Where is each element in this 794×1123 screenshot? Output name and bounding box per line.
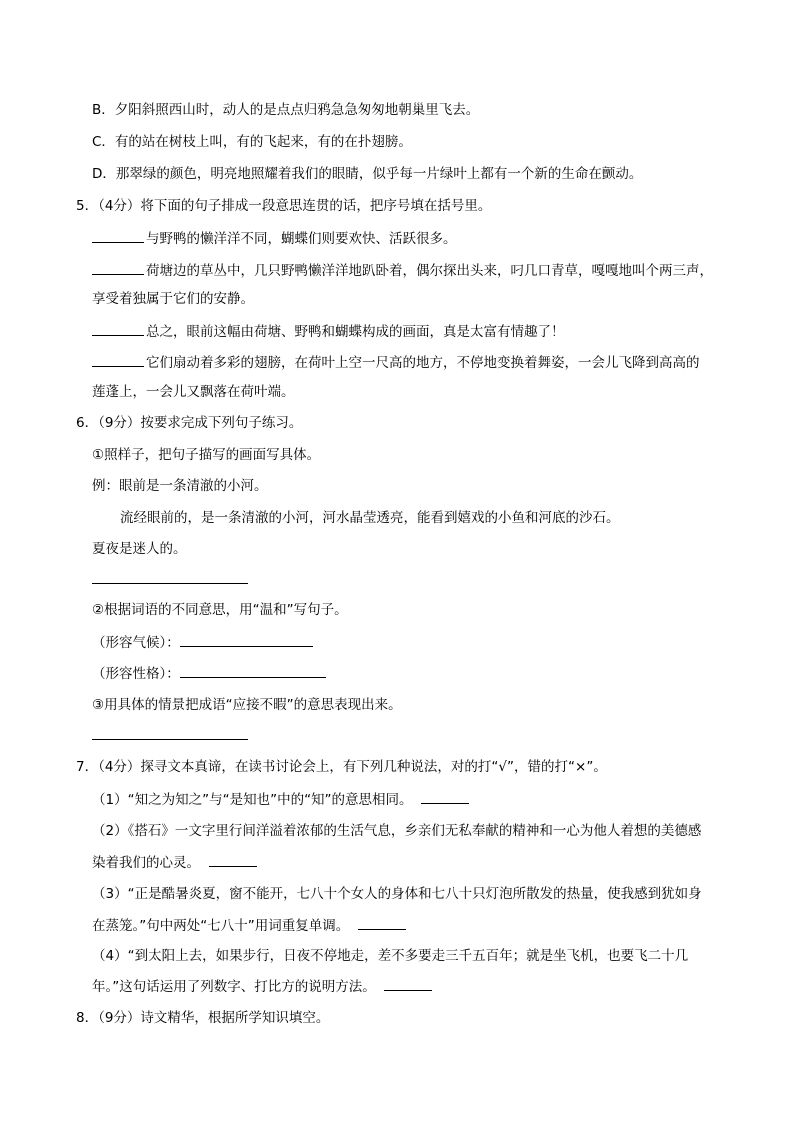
q5-blank-3[interactable] <box>92 321 144 336</box>
q7-item-2-cont <box>92 852 259 873</box>
q6-example-expanded: 流经眼前的，是一条清澈的小河，河水晶莹透亮，能看到嬉戏的小鱼和河底的沙石。 <box>120 510 620 526</box>
q7-blank-1[interactable] <box>421 789 469 804</box>
q6-part-2b <box>92 663 328 684</box>
q4-option-d: D．那翠绿的颜色，明亮地照耀着我们的眼睛，似乎每一片绿叶上都有一个新的生命在颤动。 <box>92 166 643 182</box>
q6-prompt: 夏夜是迷人的。 <box>92 541 187 557</box>
q7-item-4-cont-text: 年。”这句话运用了列数字、打比方的说明方法。 <box>92 979 376 995</box>
q5-sentence-2 <box>92 260 713 281</box>
q5-header: 5．（4分）将下面的句子排成一段意思连贯的话，把序号填在括号里。 <box>76 198 492 214</box>
q7-item-1-text: （1）“知之为知之”与“是知也”中的“知”的意思相同。 <box>92 792 413 808</box>
q7-item-1 <box>92 789 471 810</box>
q7-item-3: （3）“正是酷暑炎夏，窗不能开，七八十个女人的身体和七八十只灯泡所散发的热量，使我感到犹如身 <box>92 886 702 902</box>
q6-blank-climate[interactable] <box>180 632 313 647</box>
q5-sentence-4-text: 它们扇动着多彩的翅膀，在荷叶上空一尺高的地方，不停地变换着舞姿，一会儿飞降到高高的 <box>146 355 700 371</box>
q6-part-2: ②根据词语的不同意思，用“温和”写句子。 <box>92 602 348 618</box>
q7-item-2-cont-text: 染着我们的心灵。 <box>92 855 200 871</box>
q7-header: 7．（4分）探寻文本真谛，在读书讨论会上，有下列几种说法，对的打“√”，错的打“×”。 <box>76 759 607 775</box>
q5-sentence-2-cont: 享受着独属于它们的安静。 <box>92 291 254 307</box>
q7-item-4: （4）“到太阳上去，如果步行，日夜不停地走，差不多要走三千五百年；就是坐飞机，也要飞二十几 <box>92 948 689 964</box>
q8-header: 8．（9分）诗文精华，根据所学知识填空。 <box>76 1010 330 1026</box>
q6-blank-temper[interactable] <box>180 663 326 678</box>
q5-blank-4[interactable] <box>92 352 144 367</box>
q5-sentence-4 <box>92 352 700 373</box>
q7-blank-3[interactable] <box>358 915 406 930</box>
q7-item-3-cont-text: 在蒸笼。”句中两处“七八十”用词重复单调。 <box>92 918 350 934</box>
q5-blank-2[interactable] <box>92 260 144 275</box>
q7-blank-4[interactable] <box>384 976 432 991</box>
q6-answer-line-3[interactable] <box>92 739 248 740</box>
q7-item-2: （2）《搭石》一文字里行间洋溢着浓郁的生活气息，乡亲们无私奉献的精神和一心为他人着想的美德感 <box>92 823 702 839</box>
q6-part-3: ③用具体的情景把成语“应接不暇”的意思表现出来。 <box>92 697 402 713</box>
q6-header: 6．（9分）按要求完成下列句子练习。 <box>76 415 303 431</box>
q6-example: 例：眼前是一条清澈的小河。 <box>92 478 268 494</box>
q6-part-1: ①照样子，把句子描写的画面写具体。 <box>92 447 321 463</box>
q5-sentence-1-text: 与野鸭的懒洋洋不同，蝴蝶们则要欢快、活跃很多。 <box>146 231 457 247</box>
q4-option-b: B．夕阳斜照西山时，动人的是点点归鸦急急匆匆地朝巢里飞去。 <box>92 102 480 118</box>
q5-sentence-4-cont: 莲蓬上，一会儿又飘落在荷叶端。 <box>92 384 295 400</box>
q5-sentence-3-text: 总之，眼前这幅由荷塘、野鸭和蝴蝶构成的画面，真是太富有情趣了！ <box>146 324 565 340</box>
q6-answer-line-1[interactable] <box>92 583 248 584</box>
q5-blank-1[interactable] <box>92 228 144 243</box>
q5-sentence-1 <box>92 228 457 249</box>
q7-item-3-cont <box>92 915 408 936</box>
q5-sentence-3 <box>92 321 565 342</box>
q5-sentence-2-text: 荷塘边的草丛中，几只野鸭懒洋洋地趴卧着，偶尔探出头来，叼几口青草，嘎嘎地叫个两三声， <box>146 263 713 279</box>
q6-part-2a <box>92 632 315 653</box>
q4-option-c: C．有的站在树枝上叫，有的飞起来，有的在扑翅膀。 <box>92 134 412 150</box>
q7-blank-2[interactable] <box>209 852 257 867</box>
q6-part-2b-label: （形容性格）： <box>92 666 180 682</box>
q7-item-4-cont <box>92 976 434 997</box>
q6-part-2a-label: （形容气候）： <box>92 635 180 651</box>
